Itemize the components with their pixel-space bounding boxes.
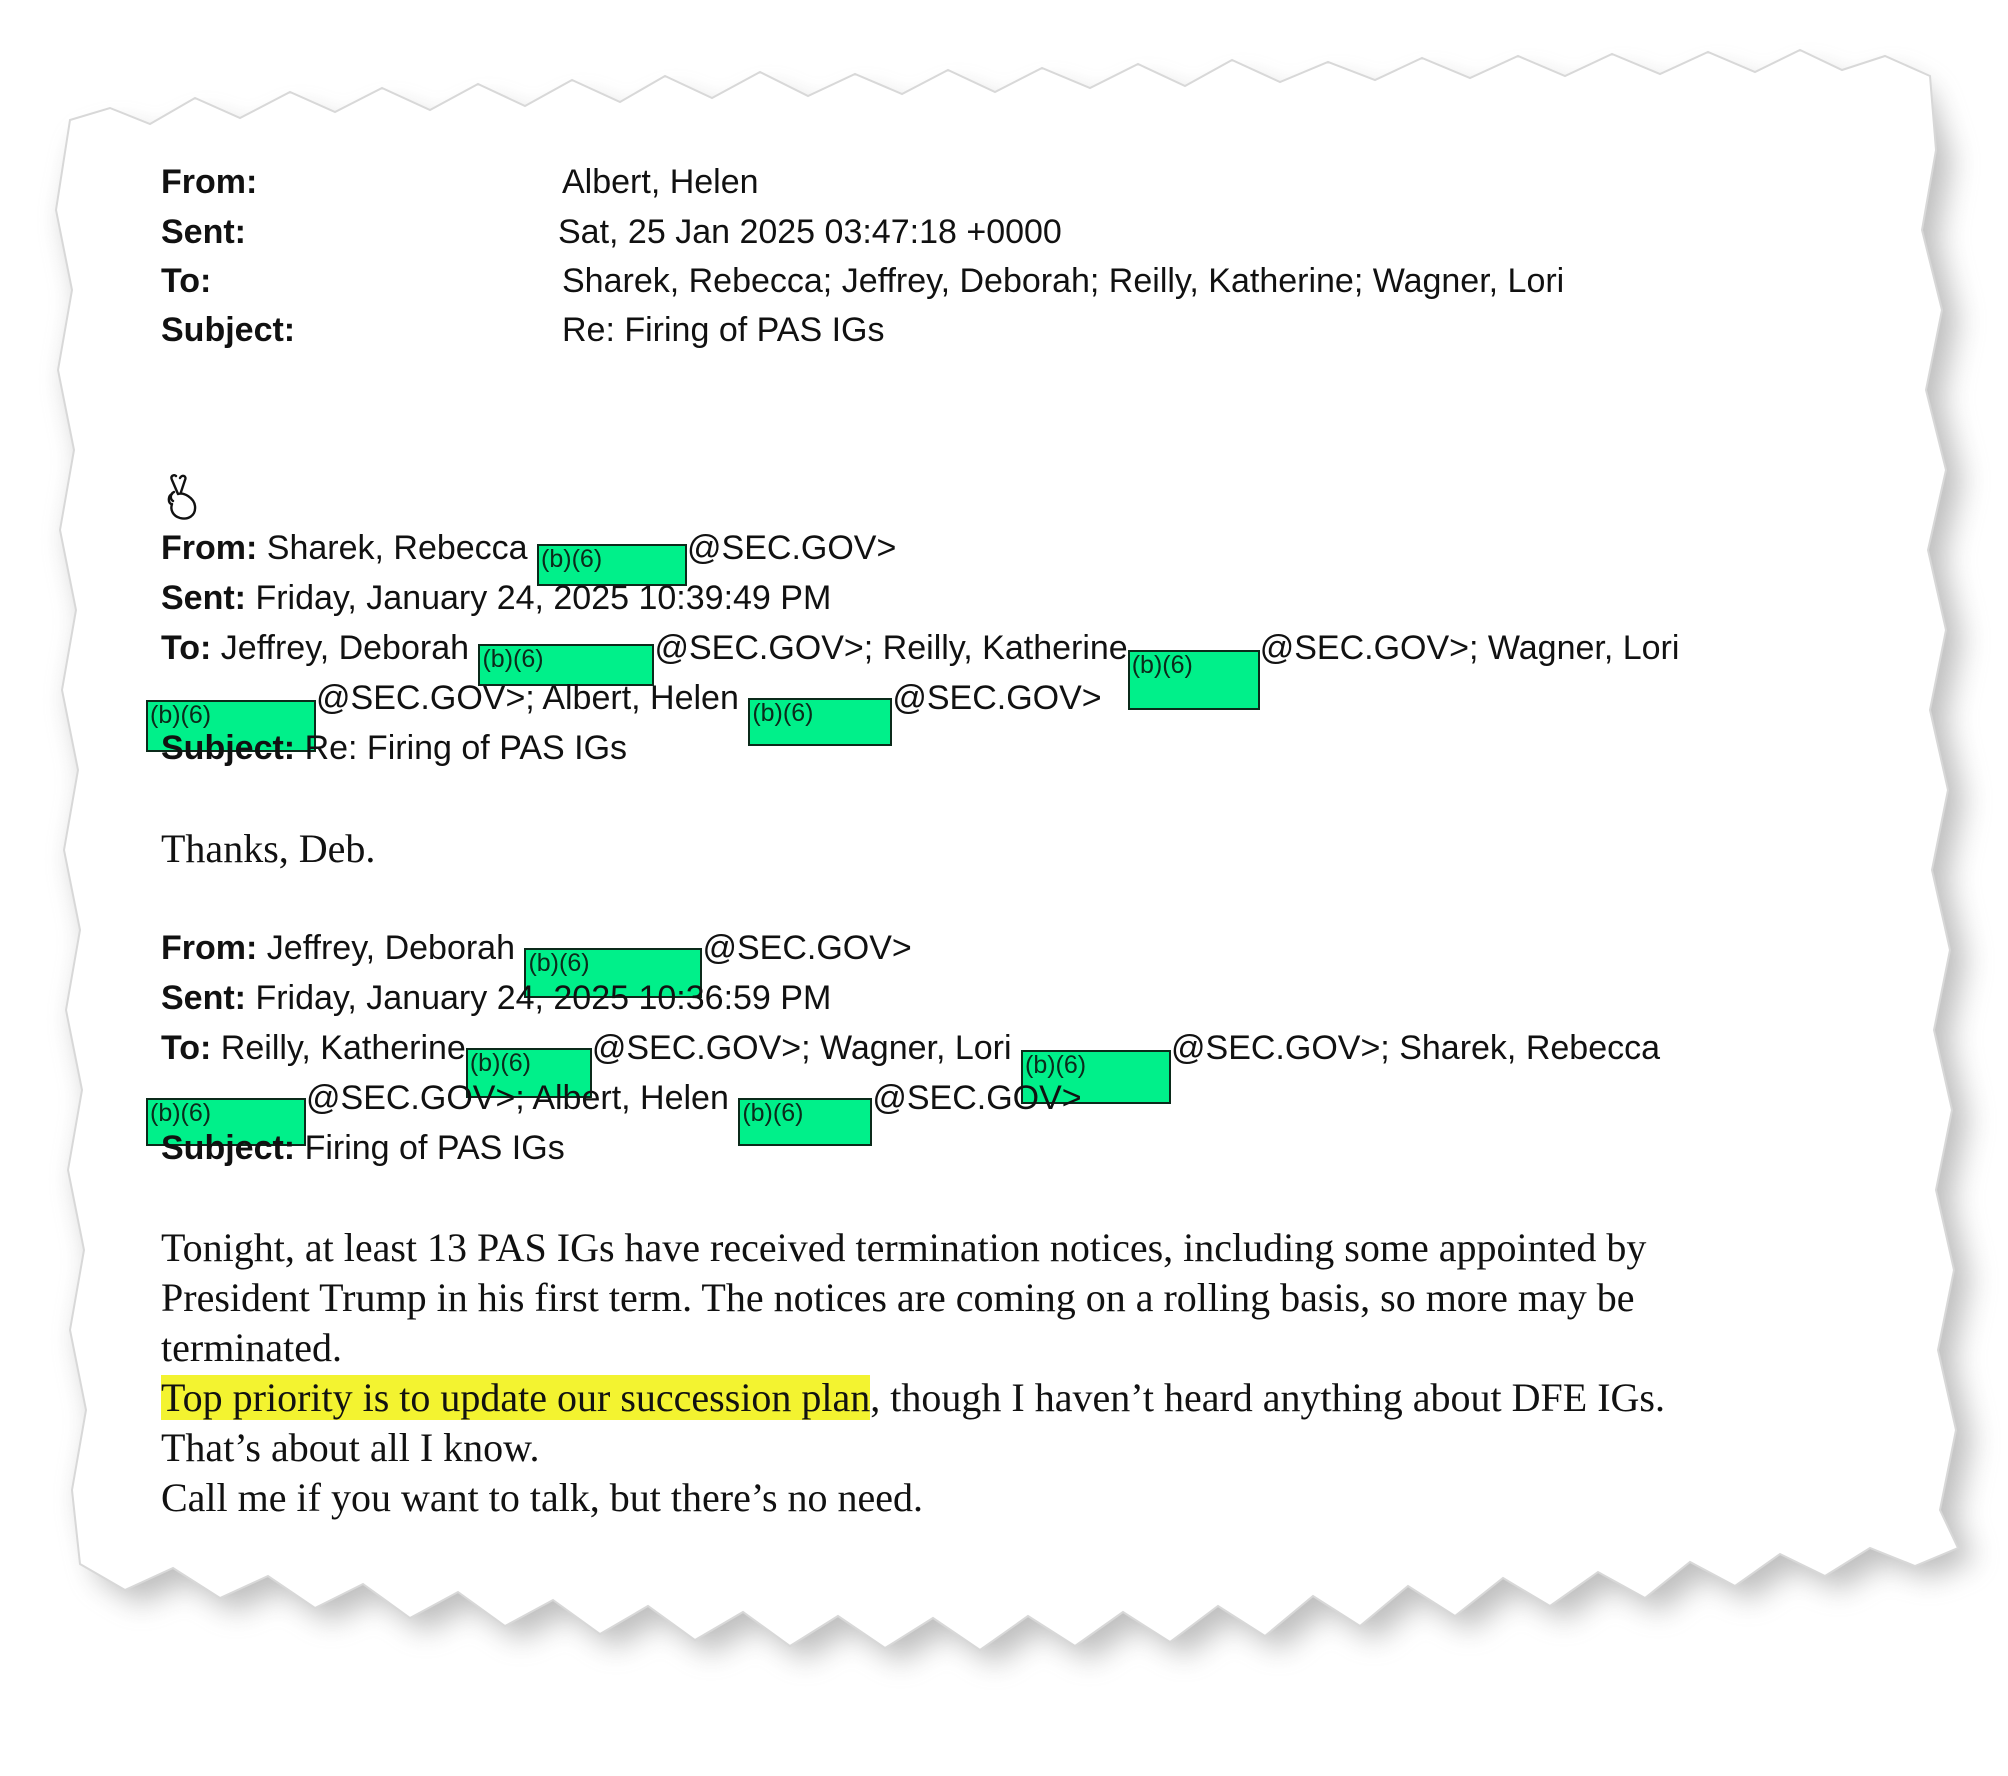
email2-body-rest: , though I haven’t heard anything about DFE IGs.: [870, 1375, 1665, 1420]
email-domain: @SEC.GOV>: [687, 529, 897, 567]
email-domain: @SEC.GOV>;: [306, 1079, 525, 1117]
email2-body-line: terminated.: [161, 1325, 343, 1370]
email-domain: @SEC.GOV>;: [591, 1029, 811, 1067]
header-subject-label: Subject:: [161, 311, 296, 349]
email2-sent-value: Friday, January 24, 2025 10:36:59 PM: [255, 979, 832, 1017]
email2-to-name: Reilly, Katherine: [220, 1029, 466, 1067]
redaction-box: (b)(6): [146, 1098, 306, 1146]
email2-to-name: Sharek, Rebecca: [1399, 1029, 1661, 1067]
email-domain: @SEC.GOV>;: [1171, 1029, 1390, 1067]
email1-to-name: Wagner, Lori: [1487, 629, 1680, 667]
email1-sent-value: Friday, January 24, 2025 10:39:49 PM: [255, 579, 832, 617]
email2-subject-label: Subject:: [161, 1129, 296, 1167]
email2-to-name: Wagner, Lori: [820, 1029, 1012, 1067]
email2-to-name: Albert, Helen: [532, 1079, 729, 1117]
email1-subject-label: Subject:: [161, 729, 296, 767]
header-from-value: Albert, Helen: [562, 163, 759, 201]
email1-subject-value: Re: Firing of PAS IGs: [304, 729, 628, 767]
redaction-box: (b)(6): [748, 698, 892, 746]
email-domain: @SEC.GOV>: [892, 679, 1102, 717]
email2-from-label: From:: [161, 929, 258, 967]
email2-sent-label: Sent:: [161, 979, 246, 1017]
email2-subject-value: Firing of PAS IGs: [304, 1129, 565, 1167]
email2-body-line: Call me if you want to talk, but there’s no need.: [161, 1475, 924, 1520]
email-domain: @SEC.GOV>;: [654, 629, 874, 667]
email2-to-label: To:: [161, 1029, 212, 1067]
email2-body-line: [161, 1373, 1665, 1423]
email1-from-label: From:: [161, 529, 258, 567]
email1-to-name: Reilly, Katherine: [882, 629, 1128, 667]
email1-sent-line: [161, 578, 831, 618]
email1-to-name: Jeffrey, Deborah: [220, 629, 470, 667]
email1-subject-line: [161, 728, 627, 768]
email2-body-line: That’s about all I know.: [161, 1425, 540, 1470]
header-sent-label: Sent:: [161, 213, 246, 251]
email1-sent-label: Sent:: [161, 579, 246, 617]
email-domain: @SEC.GOV>: [872, 1079, 1082, 1117]
redaction-box: (b)(6): [1021, 1050, 1171, 1104]
header-to-label: To:: [161, 262, 212, 300]
email2-body-line: Tonight, at least 13 PAS IGs have received termination notices, including some appointed by: [161, 1225, 1647, 1270]
redaction-box: (b)(6): [146, 700, 316, 752]
email2-from-name: Jeffrey, Deborah: [266, 929, 515, 967]
redaction-box: (b)(6): [1128, 650, 1260, 710]
crossed-fingers-icon: [164, 472, 202, 522]
highlighted-text: Top priority is to update our succession plan: [161, 1375, 871, 1420]
email-domain: @SEC.GOV>;: [316, 679, 535, 717]
email1-from-name: Sharek, Rebecca: [266, 529, 528, 567]
redaction-box: (b)(6): [537, 544, 687, 586]
email-domain: @SEC.GOV>: [702, 929, 912, 967]
email1-body: Thanks, Deb.: [161, 826, 376, 871]
email1-to-name: Albert, Helen: [542, 679, 739, 717]
email2-subject-line: [161, 1128, 565, 1168]
header-from-label: From:: [161, 163, 258, 201]
email1-to-label: To:: [161, 629, 212, 667]
redaction-box: (b)(6): [466, 1048, 592, 1098]
redaction-box: (b)(6): [524, 948, 702, 998]
redaction-box: (b)(6): [738, 1098, 872, 1146]
email2-sent-line: [161, 978, 831, 1018]
email-domain: @SEC.GOV>;: [1259, 629, 1479, 667]
header-subject-value: Re: Firing of PAS IGs: [562, 311, 885, 349]
redaction-box: (b)(6): [478, 644, 654, 686]
header-sent-value: Sat, 25 Jan 2025 03:47:18 +0000: [558, 213, 1062, 251]
header-to-value: Sharek, Rebecca; Jeffrey, Deborah; Reilly, Katherine; Wagner, Lori: [562, 262, 1565, 300]
email2-body-line: President Trump in his first term. The notices are coming on a rolling basis, so more may be: [161, 1275, 1635, 1320]
